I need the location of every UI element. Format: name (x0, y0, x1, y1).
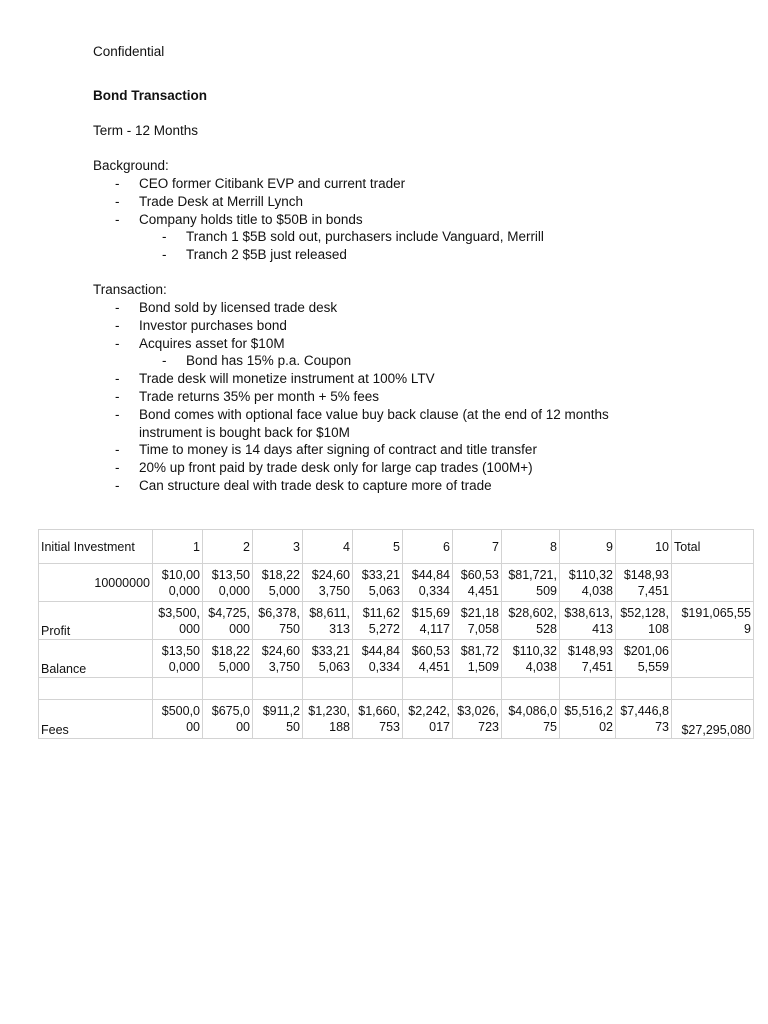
table-cell: $1,230, 188 (303, 700, 353, 739)
table-cell: $21,18 7,058 (453, 602, 502, 640)
list-subitem: - Bond has 15% p.a. Coupon (162, 353, 352, 369)
list-subitem: - Tranch 1 $5B sold out, purchasers include Vanguard, Merrill (162, 229, 544, 245)
table-cell: $4,086,0 75 (502, 700, 560, 739)
table-cell: $3,026, 723 (453, 700, 502, 739)
table-cell: $13,50 0,000 (203, 564, 253, 602)
table-cell: 7 (453, 530, 502, 564)
table-cell: $5,516,2 02 (560, 700, 616, 739)
table-cell: $4,725, 000 (203, 602, 253, 640)
table-cell: 10000000 (39, 564, 153, 602)
table-cell (303, 678, 353, 700)
table-cell: $6,378, 750 (253, 602, 303, 640)
list-item: - Trade returns 35% per month + 5% fees (115, 388, 380, 404)
table-cell: 9 (560, 530, 616, 564)
table-cell: $44,84 0,334 (403, 564, 453, 602)
table-cell: $148,93 7,451 (560, 640, 616, 678)
document-title: Bond Transaction (93, 88, 208, 103)
table-cell: $38,613, 413 (560, 602, 616, 640)
term-line: Term - 12 Months (93, 123, 199, 138)
table-cell: $33,21 5,063 (353, 564, 403, 602)
table-cell: $18,22 5,000 (203, 640, 253, 678)
table-cell (560, 678, 616, 700)
table-cell: $24,60 3,750 (303, 564, 353, 602)
table-cell: 3 (253, 530, 303, 564)
table-cell: 1 (153, 530, 203, 564)
table-cell: $201,06 5,559 (616, 640, 672, 678)
table-cell: $60,53 4,451 (403, 640, 453, 678)
table-row-empty (39, 678, 754, 700)
table-header-row (39, 530, 754, 564)
table-cell: $675,0 00 (203, 700, 253, 739)
table-cell: $81,721, 509 (502, 564, 560, 602)
list-item: - Bond comes with optional face value buy back clause (at the end of 12 months (115, 406, 609, 422)
background-heading: Background: (93, 158, 169, 173)
table-cell: $3,500, 000 (153, 602, 203, 640)
table-cell: $28,602, 528 (502, 602, 560, 640)
table-cell (253, 678, 303, 700)
table-cell: $1,660, 753 (353, 700, 403, 739)
table-cell: $24,60 3,750 (253, 640, 303, 678)
background-list (93, 175, 544, 264)
list-item: - Company holds title to $50B in bonds (115, 211, 363, 227)
table-cell: $8,611, 313 (303, 602, 353, 640)
table-cell: $11,62 5,272 (353, 602, 403, 640)
list-item: - 20% up front paid by trade desk only for large cap trades (100M+) (115, 460, 533, 476)
table-cell: Balance (39, 640, 153, 678)
table-cell: $500,0 00 (153, 700, 203, 739)
table-cell: $2,242, 017 (403, 700, 453, 739)
table-cell (502, 678, 560, 700)
list-item: - Trade Desk at Merrill Lynch (115, 193, 304, 209)
table-cell (672, 678, 754, 700)
table-cell (403, 678, 453, 700)
table-cell: $191,065,55 9 (672, 602, 754, 640)
list-subitem: - Tranch 2 $5B just released (162, 247, 347, 263)
table-cell: $44,84 0,334 (353, 640, 403, 678)
table-cell: Total (672, 530, 754, 564)
investment-table (38, 529, 754, 739)
table-cell (672, 640, 754, 678)
table-cell: $110,32 4,038 (560, 564, 616, 602)
table-cell: $7,446,8 73 (616, 700, 672, 739)
list-item: - Time to money is 14 days after signing of contract and title transfer (115, 442, 537, 458)
table-cell (39, 678, 153, 700)
table-cell: 4 (303, 530, 353, 564)
table-cell: $911,2 50 (253, 700, 303, 739)
table-cell (203, 678, 253, 700)
list-item: - Investor purchases bond (115, 317, 287, 333)
table-row (39, 602, 754, 640)
table-row (39, 564, 754, 602)
table-row (39, 700, 754, 739)
table-cell: Fees (39, 700, 153, 739)
table-cell: $52,128, 108 (616, 602, 672, 640)
list-item: - Bond sold by licensed trade desk (115, 300, 338, 315)
table-cell: 2 (203, 530, 253, 564)
table-cell: 5 (353, 530, 403, 564)
table-cell: $15,69 4,117 (403, 602, 453, 640)
table-cell: 10 (616, 530, 672, 564)
table-cell: Profit (39, 602, 153, 640)
confidential-label: Confidential (93, 44, 165, 59)
table-cell: $10,00 0,000 (153, 564, 203, 602)
table-cell: $60,53 4,451 (453, 564, 502, 602)
table-cell: $27,295,080 (672, 700, 754, 739)
table-cell: $110,32 4,038 (502, 640, 560, 678)
table-cell (453, 678, 502, 700)
list-item: - CEO former Citibank EVP and current trader (115, 176, 406, 191)
list-item: - Can structure deal with trade desk to capture more of trade (115, 477, 492, 493)
table-cell: $148,93 7,451 (616, 564, 672, 602)
list-item: - Trade desk will monetize instrument at 100% LTV (115, 371, 435, 387)
table-cell (153, 678, 203, 700)
list-item-continuation: instrument is bought back for $10M (139, 424, 350, 440)
table-cell: $18,22 5,000 (253, 564, 303, 602)
transaction-list (93, 299, 609, 495)
list-item: - Acquires asset for $10M (115, 335, 285, 351)
table-cell (353, 678, 403, 700)
table-cell: Initial Investment (39, 530, 153, 564)
table-row (39, 640, 754, 678)
table-cell: $33,21 5,063 (303, 640, 353, 678)
transaction-heading: Transaction: (93, 282, 167, 297)
table-cell (672, 564, 754, 602)
table-cell: $13,50 0,000 (153, 640, 203, 678)
table-cell (616, 678, 672, 700)
table-cell: 6 (403, 530, 453, 564)
table-cell: 8 (502, 530, 560, 564)
table-cell: $81,72 1,509 (453, 640, 502, 678)
